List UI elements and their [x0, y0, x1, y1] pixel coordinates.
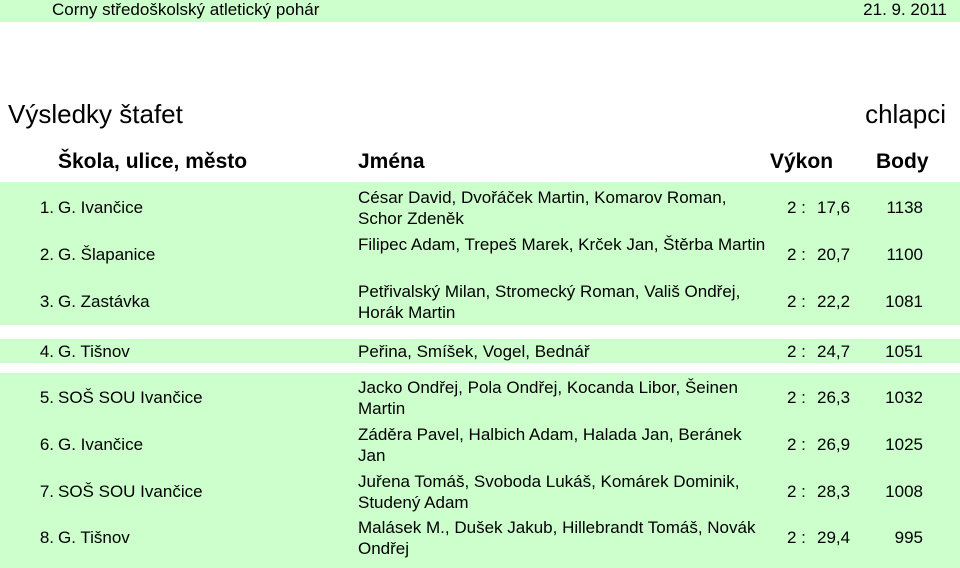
table-row	[0, 278, 960, 326]
column-header-names: Jména	[358, 150, 425, 173]
runners: Petřivalský Milan, Stromecký Roman, Vališ Ondřej, Horák Martin	[358, 282, 741, 322]
table-row	[0, 328, 960, 376]
competition-name: Corny středoškolský atletický pohár	[52, 0, 320, 19]
time-seconds: 29,4	[817, 528, 851, 547]
rank: 5.	[39, 388, 54, 407]
points: 1081	[885, 292, 923, 311]
points: 995	[894, 528, 923, 547]
points: 1100	[886, 245, 923, 264]
table-row	[0, 184, 960, 232]
table-row	[0, 514, 960, 562]
time-minutes: 2 :	[787, 528, 806, 547]
runners: Jacko Ondřej, Pola Ondřej, Kocanda Libor, Šeinen Martin	[358, 378, 738, 418]
time-seconds: 20,7	[817, 245, 851, 264]
time-seconds: 24,7	[817, 342, 851, 361]
runners: César David, Dvořáček Martin, Komarov Roman, Schor Zdeněk	[358, 188, 727, 228]
table-row	[0, 421, 960, 469]
school: G. Ivančice	[58, 435, 144, 454]
time-minutes: 2 :	[787, 198, 806, 217]
school: G. Ivančice	[58, 198, 144, 217]
time-minutes: 2 :	[787, 245, 806, 264]
column-header-school: Škola, ulice, město	[58, 150, 248, 173]
school: G. Tišnov	[58, 528, 130, 547]
category-label: chlapci	[865, 99, 946, 129]
rank: 4.	[39, 342, 54, 361]
runners: Malásek M., Dušek Jakub, Hillebrandt Tomáš, Novák Ondřej	[358, 518, 756, 558]
school: G. Zastávka	[58, 292, 150, 311]
time-seconds: 28,3	[817, 482, 851, 501]
page-title: Výsledky štafet	[8, 99, 183, 129]
column-header-time: Výkon	[770, 150, 834, 173]
time-minutes: 2 :	[787, 435, 806, 454]
points: 1051	[885, 342, 923, 361]
rank: 6.	[39, 435, 54, 454]
school: SOŠ SOU Ivančice	[58, 388, 203, 407]
event-date: 21. 9. 2011	[863, 0, 947, 19]
time-minutes: 2 :	[787, 342, 806, 361]
rank: 1.	[39, 198, 54, 217]
runners: Peřina, Smíšek, Vogel, Bednář	[358, 342, 590, 361]
time-minutes: 2 :	[787, 388, 806, 407]
time-seconds: 22,2	[817, 292, 851, 311]
school: G. Tišnov	[58, 342, 130, 361]
time-seconds: 26,3	[817, 388, 851, 407]
points: 1032	[885, 388, 923, 407]
time-minutes: 2 :	[787, 482, 806, 501]
table-row	[0, 231, 960, 279]
column-header-points: Body	[876, 150, 929, 173]
time-seconds: 26,9	[817, 435, 851, 454]
time-seconds: 17,6	[817, 198, 851, 217]
runners: Záděra Pavel, Halbich Adam, Halada Jan, Beránek Jan	[358, 425, 742, 465]
time-minutes: 2 :	[787, 292, 806, 311]
table-row	[0, 374, 960, 422]
rank: 2.	[39, 245, 54, 264]
points: 1138	[886, 198, 923, 217]
runners: Juřena Tomáš, Svoboda Lukáš, Komárek Dominik, Studený Adam	[358, 472, 740, 512]
rank: 3.	[39, 292, 54, 311]
runners: Filipec Adam, Trepeš Marek, Krček Jan, Štěrba Martin	[358, 235, 766, 254]
rank: 8.	[39, 528, 54, 547]
table-row	[0, 468, 960, 516]
rank: 7.	[39, 482, 54, 501]
school: G. Šlapanice	[58, 245, 156, 264]
points: 1008	[885, 482, 923, 501]
points: 1025	[885, 435, 923, 454]
school: SOŠ SOU Ivančice	[58, 482, 203, 501]
